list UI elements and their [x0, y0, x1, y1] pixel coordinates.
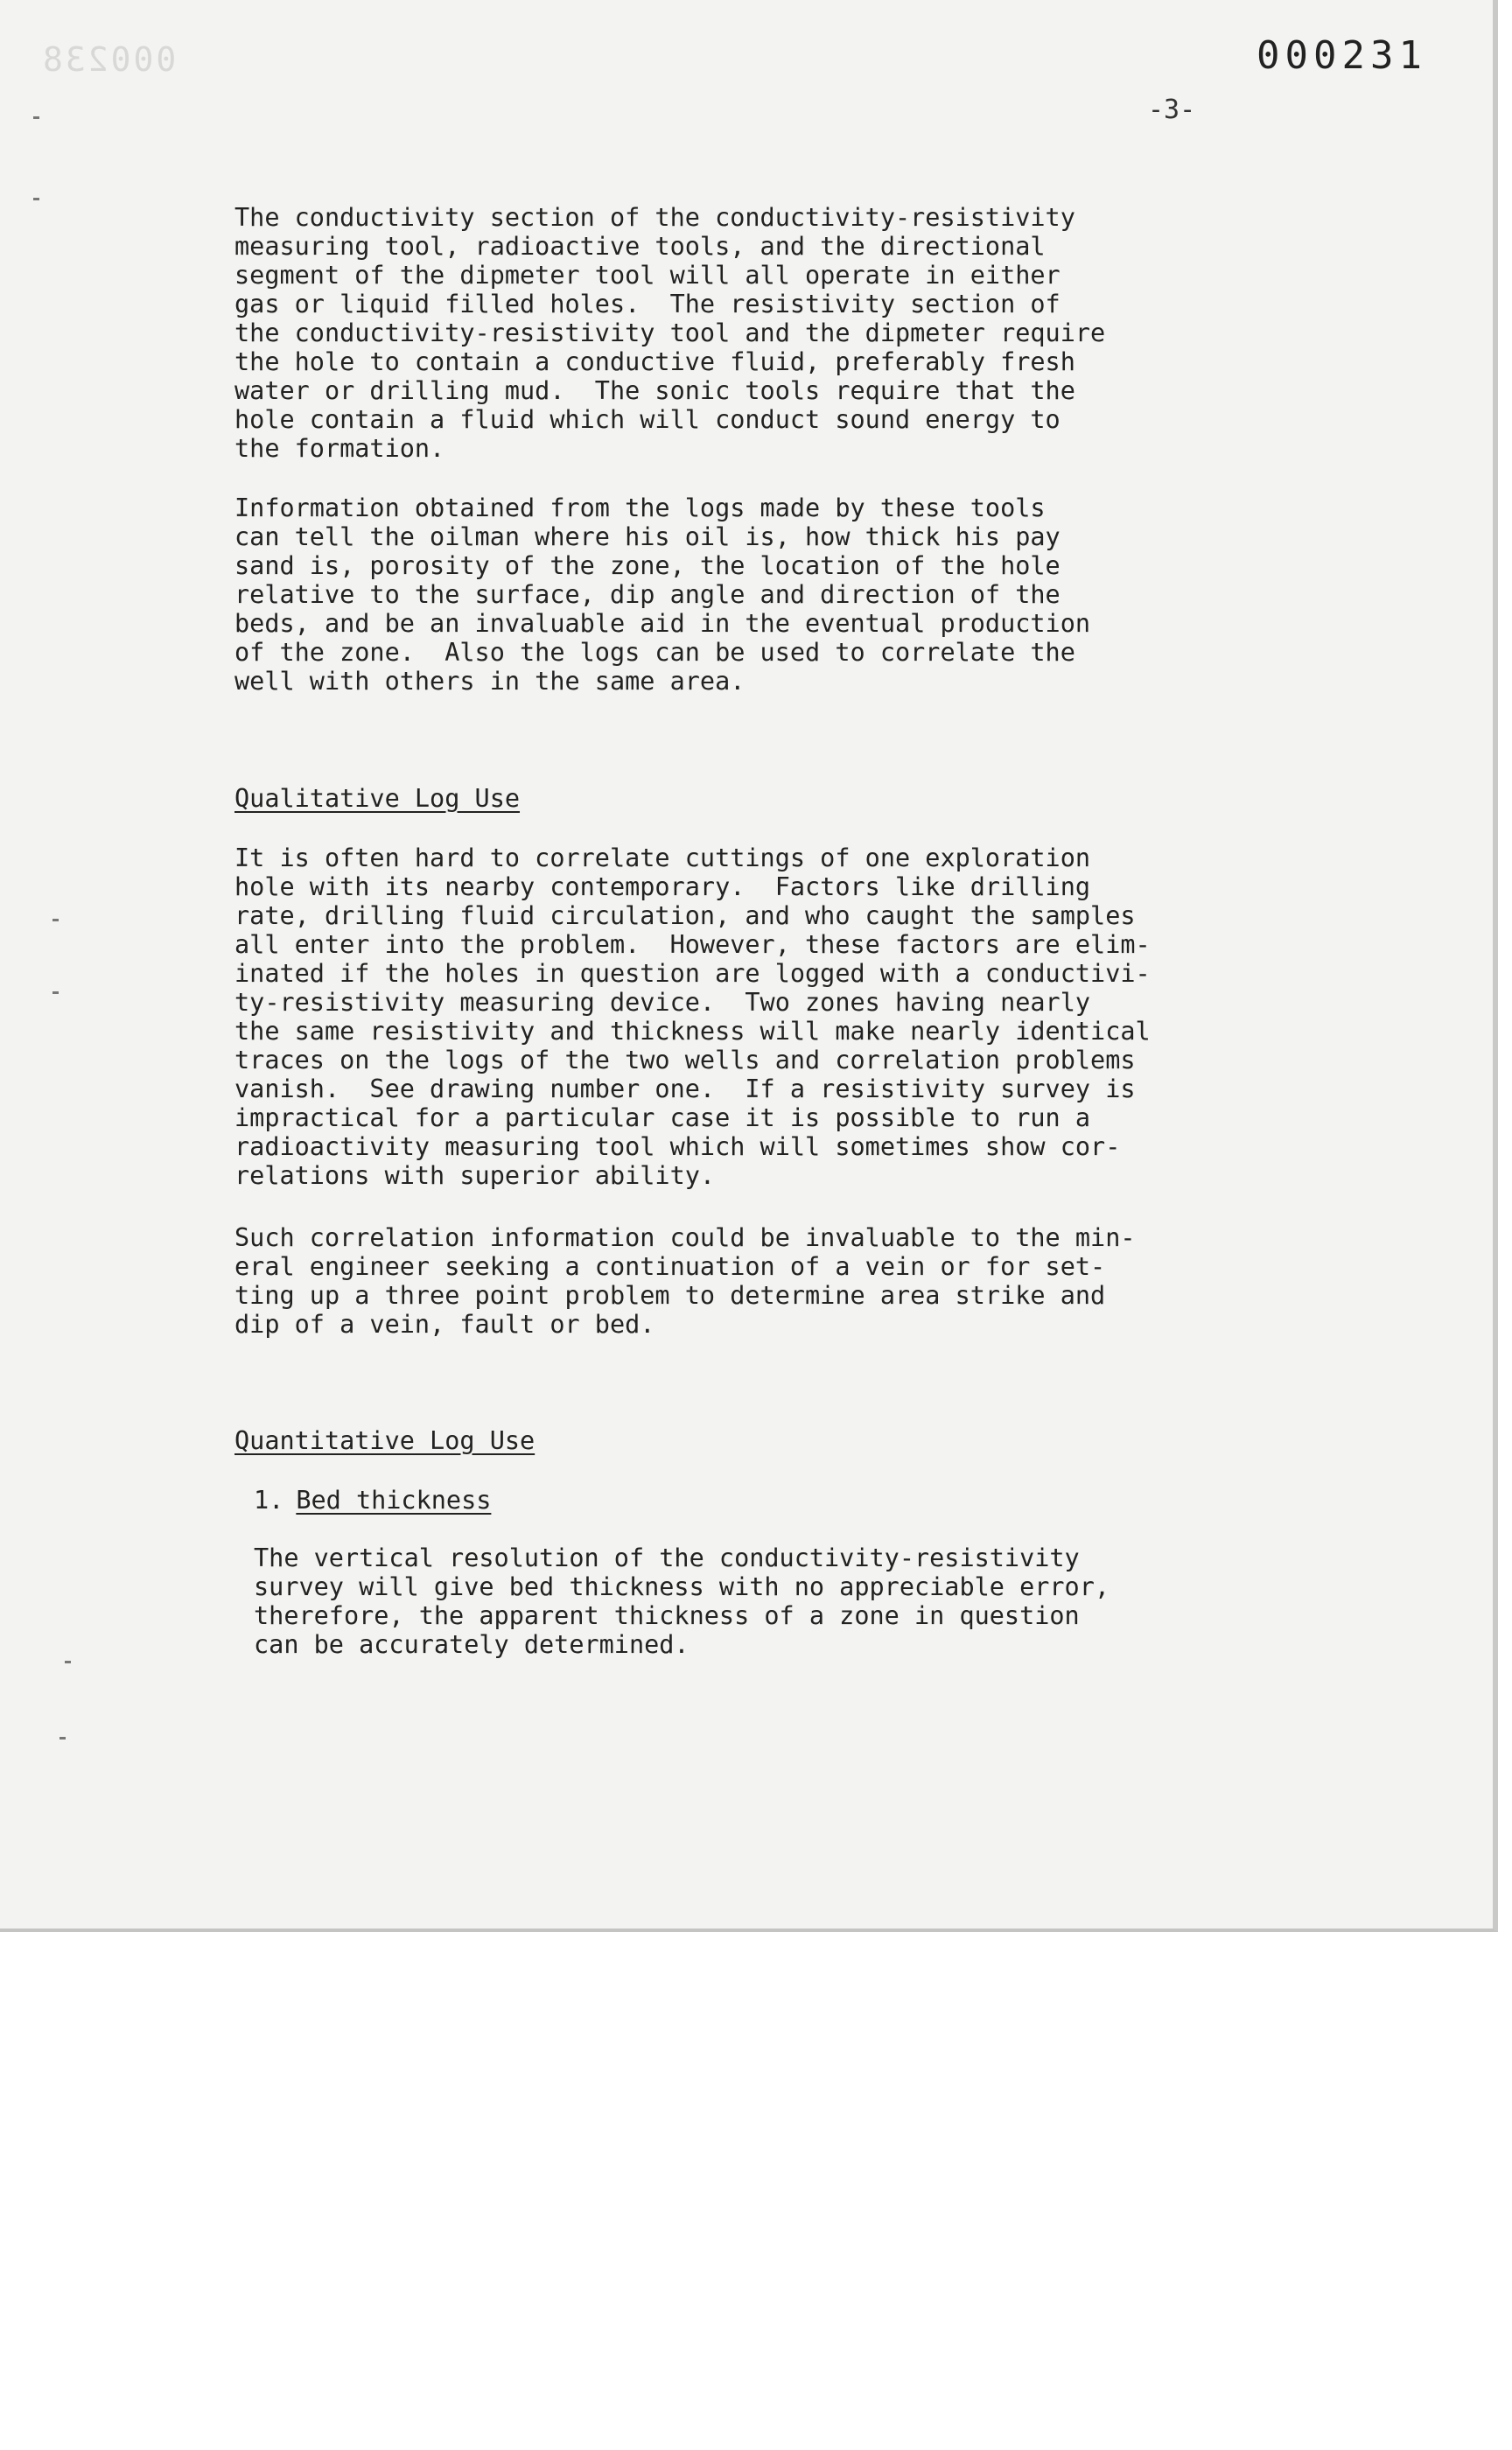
page-number: -3- — [1148, 94, 1196, 125]
paragraph-bed-thickness: The vertical resolution of the conductivity-resistivity survey will give bed thickness with no appreciable error, therefore, the apparent thickness of a zone in question can be accurately determined. — [254, 1544, 1110, 1659]
subheading-title: Bed thickness — [296, 1486, 492, 1515]
margin-mark — [33, 116, 39, 119]
subheading-bed-thickness — [254, 1486, 491, 1515]
document-number: 000231 — [1256, 33, 1427, 78]
paragraph-log-information: Information obtained from the logs made by these tools can tell the oilman where his oil is, how thick his pay sand is, porosity of the zone, the location of the hole relative to the surface, dip angle and direction of the beds, and be an invaluable aid in the eventual production of the zone. Also the logs can be used to correlate the well with others in the same area. — [234, 494, 1091, 696]
paragraph-correlation: It is often hard to correlate cuttings of one exploration hole with its nearby contemporary. Factors like drilling rate, drilling fluid circulation, and who caught the samples all enter into the problem. However, these factors are elim- inated if the holes in question are logged with a conductivi- ty-resistivity measuring device. Two zones having nearly the same resistivity and thickness will make nearly identical traces on the logs of the two wells and correlation problems vanish. See drawing number one. If a resistivity survey is impractical for a particular case it is possible to run a radioactivity measuring tool which will sometimes show cor- relations with superior ability. — [234, 844, 1151, 1190]
bleed-through-number: 000238 — [40, 40, 177, 79]
paragraph-tool-conditions: The conductivity section of the conductivity-resistivity measuring tool, radioactive tools, and the directional segment of the dipmeter tool will all operate in either gas or liquid filled holes. The resistivity section of the conductivity-resistivity tool and the dipmeter require the hole to contain a conductive fluid, preferably fresh water or drilling mud. The sonic tools require that the hole contain a fluid which will conduct sound energy to the formation. — [234, 203, 1106, 463]
heading-quantitative-log-use: Quantitative Log Use — [234, 1426, 536, 1455]
margin-mark — [65, 1661, 71, 1663]
paragraph-correlation-information: Such correlation information could be invaluable to the min- eral engineer seeking a continuation of a vein or for set- ting up a three point problem to determine area strike and dip of a vein, fault or bed. — [234, 1223, 1136, 1339]
margin-mark — [52, 991, 59, 994]
subheading-number: 1. — [254, 1486, 284, 1515]
margin-mark — [52, 919, 59, 921]
margin-mark — [33, 198, 39, 200]
margin-mark — [60, 1737, 66, 1740]
heading-qualitative-log-use: Qualitative Log Use — [234, 784, 521, 813]
